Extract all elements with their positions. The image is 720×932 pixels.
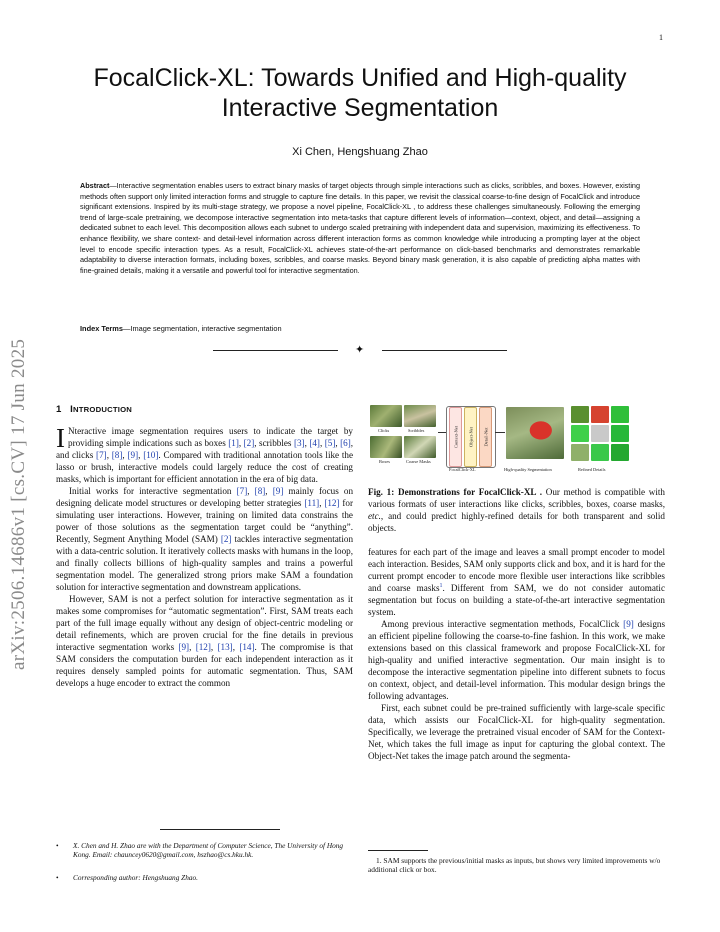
footnote-sam (368, 856, 665, 874)
refined-detail-7 (571, 444, 589, 461)
right-column-body (368, 546, 665, 762)
text: features for each part of the image and leaves a small prompt encoder to model each interaction. Besides, SAM only supports click and box, and it is hard for the current prompt encoder to encode more flexible user interactions like scribbles and coarse masks (368, 547, 665, 593)
object-net-label: Object-Net (468, 427, 473, 447)
text: etc. (368, 511, 381, 521)
text: , (210, 642, 218, 652)
text: , and clicks (56, 438, 354, 460)
scribbles-thumbnail (404, 405, 436, 427)
citation-link[interactable]: [10] (143, 450, 159, 460)
right-paragraph-2 (368, 618, 665, 702)
authors: Xi Chen, Hengshuang Zhao (292, 146, 428, 158)
arxiv-stamp: arXiv:2506.14686v1 [cs.CV] 17 Jun 2025 (8, 338, 29, 670)
right-paragraph-3: First, each subnet could be pre-trained sufficiently with large-scale specific data, which assists our FocalClick-XL for high-quality segmentation. Specifically, we leverage the pretrained visual encoder of SAM for the Context-Net, which takes the full image as input for capturing the global context. The Object-Net takes the image patch around the segmenta- (368, 703, 665, 761)
refined-detail-4 (571, 425, 589, 442)
citation-link[interactable]: [13] (217, 642, 233, 652)
clicks-label: Clicks (378, 428, 390, 433)
text: , (106, 450, 112, 460)
citation-link[interactable]: [2] (243, 438, 255, 448)
object-net-box (464, 407, 477, 467)
footnote-marker[interactable]: 1 (439, 583, 443, 589)
text: . The compromise is that SAM considers the computation burden for each independent interaction as it requires densely sampled points for automatic segmentation. Thus, SAM develops a huge encoder to extract the common (56, 642, 354, 688)
section-divider (213, 344, 507, 356)
citation-link[interactable]: [9] (178, 642, 190, 652)
clicks-thumbnail (370, 405, 402, 427)
footnote-number: 1. (376, 856, 382, 865)
refined-detail-6 (611, 425, 629, 442)
text: However, SAM is not a perfect solution for interactive segmentation as it makes some compromises for “automatic segmentation”. First, SAM treats each part of the full image equally without any design of object-centric modeling or detail refinements, which are proven crucial for the fine details in previous interactive segmentation works (56, 594, 353, 652)
citation-link[interactable]: [12] (324, 498, 340, 508)
scribbles-label: Scribbles (408, 428, 425, 433)
refined-details-label: Refined Details (578, 467, 606, 472)
citation-link[interactable]: [9] (623, 619, 634, 629)
footnote-affiliation (56, 841, 353, 859)
detail-net-label: Detail-Net (483, 427, 488, 447)
intro-paragraph-2 (56, 485, 353, 593)
section-title-rest: NTRODUCTION (73, 405, 133, 414)
drop-cap: I (56, 423, 65, 453)
divider-line-right (382, 350, 507, 351)
text: , (122, 450, 128, 460)
text: , (319, 498, 325, 508)
citation-link[interactable]: [7] (236, 486, 248, 496)
citation-link[interactable]: [4] (309, 438, 320, 448)
text: , (238, 438, 244, 448)
citation-link[interactable]: [8] (111, 450, 123, 460)
citation-link[interactable]: [7] (96, 450, 107, 460)
footnote-text: SAM supports the previous/initial masks as inputs, but shows very limited improvements w/o additional click or box. (368, 856, 661, 874)
text: for simulating user interactions. However, training on limited data constrains the power of those solutions as the segmentation target could be “anything”. Recently, Segment Anything Model (SAM) (56, 498, 354, 544)
refined-detail-9 (611, 444, 629, 461)
abstract-text: —Interactive segmentation enables users to extract binary masks of target objects through simple interactions such as clicks, scribbles, and boxes. However, existing methods often support only limited interaction forms and struggle to capture fine details. In this paper, we revisit the classical coarse-to-fine design of FocalClick and introduce significant extensions. Inspired by its multi-stage strategy, we propose a novel pipeline, FocalClick-XL , to address these challenges simultaneously. Following the emerging trend of large-scale pretraining, we decompose interactive segmentation into meta-tasks that capture different levels of information—context, object, and detail—assigning a dedicated subnet to each level. This decomposition allows each subnet to undergo scaled pretraining with independent data and supervision, maximizing its effectiveness. To enhance flexibility, we share context- and detail-level information across different interaction forms as common knowledge while introducing a prompting layer at the object level to encode specific interaction types. As a result, FocalClick-XL achieves state-of-the-art performance on click-based benchmarks and demonstrates remarkable adaptability to diverse interaction formats, including boxes, scribbles, and coarse masks. Beyond binary mask generation, it is also capable of predicting alpha mattes with fine-grained details, making it a versatile and powerful tool for interactive segmentation. (80, 181, 640, 275)
index-terms-text: —Image segmentation, interactive segmentation (123, 324, 282, 333)
citation-link[interactable]: [1] (228, 438, 239, 448)
segmentation-output-image (506, 407, 564, 459)
text: , (265, 486, 273, 496)
detail-net-box (479, 407, 492, 467)
text: , scribbles (254, 438, 294, 448)
text: , (335, 438, 341, 448)
figure-caption (368, 486, 665, 534)
footnote-text: Corresponding author: Hengshuang Zhao. (73, 873, 198, 882)
index-terms-label: Index Terms (80, 324, 123, 333)
footnote-corresponding (56, 873, 353, 882)
text: Among previous interactive segmentation methods, FocalClick (381, 619, 624, 629)
text: designs an efficient pipeline following the coarse-to-fine fashion. In this work, we make extensions based on this classical framework and propose FocalClick-XL for high-quality and unified interactive segmentation. Our main insight is to decompose the interactive segmentation pipeline into different subnets to focus on context, object, and detail-level information. This modular design brings the following advantages. (368, 619, 665, 701)
coarse-masks-label: Coarse Masks (406, 459, 431, 464)
arrow-in-icon (438, 432, 446, 433)
boxes-thumbnail (370, 436, 402, 458)
coarse-masks-thumbnail (404, 436, 436, 458)
citation-link[interactable]: [11] (304, 498, 320, 508)
model-label: FocalClick-XL (449, 467, 476, 472)
refined-detail-1 (571, 406, 589, 423)
refined-detail-8 (591, 444, 609, 461)
citation-link[interactable]: [12] (195, 642, 211, 652)
citation-link[interactable]: [9] (127, 450, 139, 460)
text: mainly focus on designing delicate model structures or developing better strategies (56, 486, 354, 508)
section-heading (56, 404, 132, 415)
bullet-icon: • (56, 841, 59, 850)
paper-title: FocalClick-XL: Towards Unified and High-quality Interactive Segmentation (93, 64, 627, 122)
divider-diamond-icon: ✦ (355, 344, 365, 356)
text: , (232, 642, 240, 652)
caption-label: Fig. 1: Demonstrations for FocalClick-XL . (368, 487, 543, 497)
figure-1 (368, 403, 665, 479)
section-number: 1 (56, 404, 62, 415)
text: , (304, 438, 310, 448)
text: , (247, 486, 255, 496)
abstract (80, 181, 640, 276)
text: Nteractive image segmentation requires users to indicate the target by providing simple indications such as boxes (68, 426, 353, 448)
refined-detail-5 (591, 425, 609, 442)
citation-link[interactable]: [14] (239, 642, 255, 652)
section-title-first: I (70, 404, 74, 415)
intro-paragraph-3 (56, 593, 353, 689)
text: Initial works for interactive segmentation (69, 486, 237, 496)
citation-link[interactable]: [8] (254, 486, 266, 496)
refined-detail-2 (591, 406, 609, 423)
intro-paragraph-1 (56, 425, 353, 485)
text: Our method is compatible with various formats of user interactions like clicks, scribbles, boxes, coarse masks, (368, 487, 665, 509)
page-number: 1 (659, 33, 663, 42)
bullet-icon: • (56, 873, 59, 882)
divider-line-left (213, 350, 338, 351)
text: , (189, 642, 196, 652)
citation-link[interactable]: [3] (293, 438, 305, 448)
abstract-label: Abstract (80, 181, 110, 190)
footnote-rule-right (368, 850, 428, 851)
index-terms (80, 324, 282, 333)
text: , and could predict highly-refined details for both transparent and solid objects. (368, 511, 665, 533)
footnote-text: X. Chen and H. Zhao are with the Department of Computer Science, The University of Hong Kong. Email: chauncey0620@gmail.com, hszhao@cs.hku.hk. (73, 841, 344, 859)
text: . Different from SAM, we do not consider automatic segmentation but focus on building a state-of-the-art interactive segmentation system. (368, 583, 665, 617)
text: , (138, 450, 144, 460)
text: tackles interactive segmentation with a data-centric solution. It iteratively collects masks with humans in the loop, and finally collects billions of high-quality samples and trains a powerful segmentation model. The generalized strong priors make SAM a foundation solution for interactive segmentation and downstream applications. (56, 534, 354, 592)
left-column-body (56, 425, 353, 689)
citation-link[interactable]: [2] (220, 534, 232, 544)
citation-link[interactable]: [5] (324, 438, 336, 448)
context-net-box (449, 407, 462, 467)
hq-segmentation-label: High-quality Segmentation (504, 467, 552, 472)
refined-detail-3 (611, 406, 629, 423)
context-net-label: Context-Net (453, 425, 458, 449)
boxes-label: Boxes (379, 459, 390, 464)
arrow-out-icon (495, 432, 505, 433)
footnote-rule (160, 829, 280, 830)
right-paragraph-1 (368, 546, 665, 618)
text: , (319, 438, 325, 448)
citation-link[interactable]: [9] (272, 486, 284, 496)
text: . Compared with traditional annotation tools like the lasso or brush, interactive models could largely reduce the cost of creating masks, which is important for efficient annotation in the era of big data. (56, 450, 354, 484)
citation-link[interactable]: [6] (340, 438, 351, 448)
